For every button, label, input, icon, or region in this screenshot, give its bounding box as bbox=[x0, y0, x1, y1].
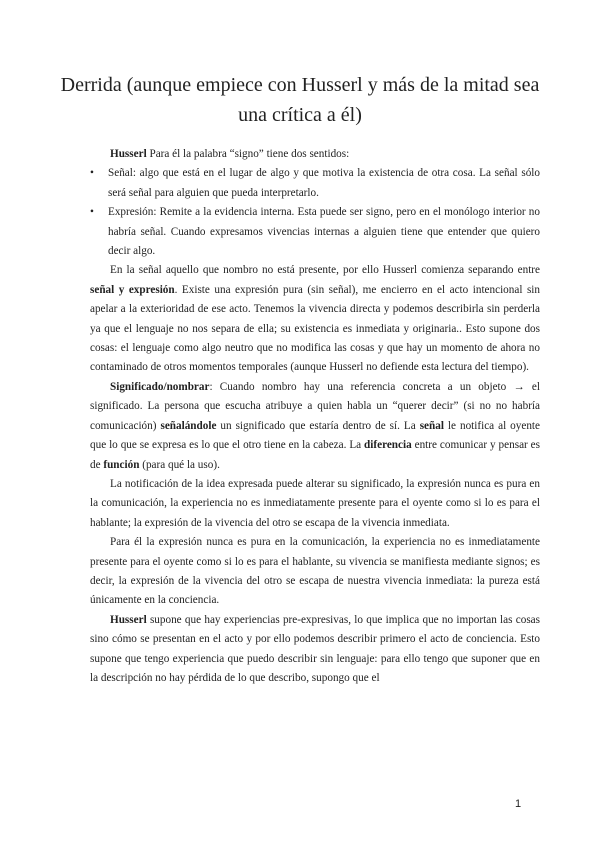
bold-term: Husserl bbox=[110, 148, 147, 160]
bold-term: Significado/nombrar bbox=[110, 380, 210, 393]
paragraph-text: entre comunicar y pensar es de bbox=[90, 439, 540, 471]
bold-term: señal bbox=[419, 419, 444, 432]
bold-term: función bbox=[103, 458, 140, 471]
bold-term: Husserl bbox=[110, 613, 147, 626]
bold-term: diferencia bbox=[364, 439, 412, 452]
bold-term: señalándole bbox=[160, 419, 217, 432]
document-body bbox=[90, 145, 540, 688]
page-number: 1 bbox=[515, 798, 522, 810]
paragraph-expresion: Para él la expresión nunca es pura en la comunicación, la experiencia no es inmediatamente presente para el oyente como si lo es para el hablante, su vivencia se manifiesta mediante signos; es decir, la expresión de la vivencia del otro se escapa de nuestra vivencia inmediata: la pureza está únicamente en la conciencia. bbox=[90, 536, 540, 607]
paragraph-text: En la señal aquello que nombro no está presente, por ello Husserl comienza separando entre bbox=[110, 264, 540, 277]
paragraph-husserl bbox=[90, 611, 540, 689]
paragraph-senal bbox=[90, 261, 540, 377]
paragraph-intro bbox=[90, 145, 540, 164]
bullet-item: • Expresión: Remite a la evidencia interna. Esta puede ser signo, pero en el monólogo interior no habría señal. Cuando expresamos vivencias internas a alguien tiene que entender que quiero decir algo. bbox=[90, 203, 540, 261]
paragraph-text: : Cuando nombro hay una referencia concreta a un objeto → el significado. La persona que escucha atribuye a quien habla un “querer decir” (si no no habría comunicación) bbox=[90, 380, 540, 432]
paragraph-significado bbox=[90, 378, 540, 475]
document-title: Derrida (aunque empiece con Husserl y más de la mitad sea una crítica a él) bbox=[60, 74, 540, 126]
bullet-item: • Señal: algo que está en el lugar de algo y que motiva la existencia de otra cosa. La señal sólo será señal para alguien que pueda interpretarlo. bbox=[90, 164, 540, 203]
paragraph-text: (para qué la uso). bbox=[139, 458, 220, 471]
paragraph-text: un significado que estaría dentro de sí. La bbox=[216, 419, 420, 432]
paragraph-text: le notifica al oyente que lo que se expresa es lo que el otro tiene en la cabeza. La bbox=[90, 419, 540, 452]
paragraph-text: . Existe una expresión pura (sin señal), me encierro en el acto intencional sin apelar a la exterioridad de ese acto. Tenemos la vivencia directa y podemos describirla sin perderla ya que el lenguaje no nos separa de ella; su existencia es inmediata y originaria.. Esto supone dos cosas: el lenguaje como algo neutro que no modifica las cosas y que hay un momento de ahora no contaminado de otros momentos temporales (aunque Husserl no defiende esta lectura del tiempo). bbox=[90, 283, 540, 374]
paragraph-text: supone que hay experiencias pre-expresivas, lo que implica que no importan las cosas sino cómo se presentan en el acto y por ello podemos describir primero el acto de conciencia. Esto supone que tengo experiencia que puedo describir sin lenguaje: para ello tengo que suponer que en la descripción no hay pérdida de lo que describo, supongo que el bbox=[90, 613, 540, 684]
bullet-list bbox=[90, 164, 540, 261]
paragraph-text: Para él la palabra “signo” tiene dos sentidos: bbox=[146, 148, 350, 160]
bold-term: señal y expresión bbox=[90, 283, 175, 296]
paragraph-notificacion: La notificación de la idea expresada puede alterar su significado, la expresión nunca es pura en la comunicación, la experiencia no es inmediatamente presente para el oyente como si lo es para el hablante; la expresión de la vivencia del otro se escapa de la vivencia inmediata. bbox=[90, 477, 540, 529]
